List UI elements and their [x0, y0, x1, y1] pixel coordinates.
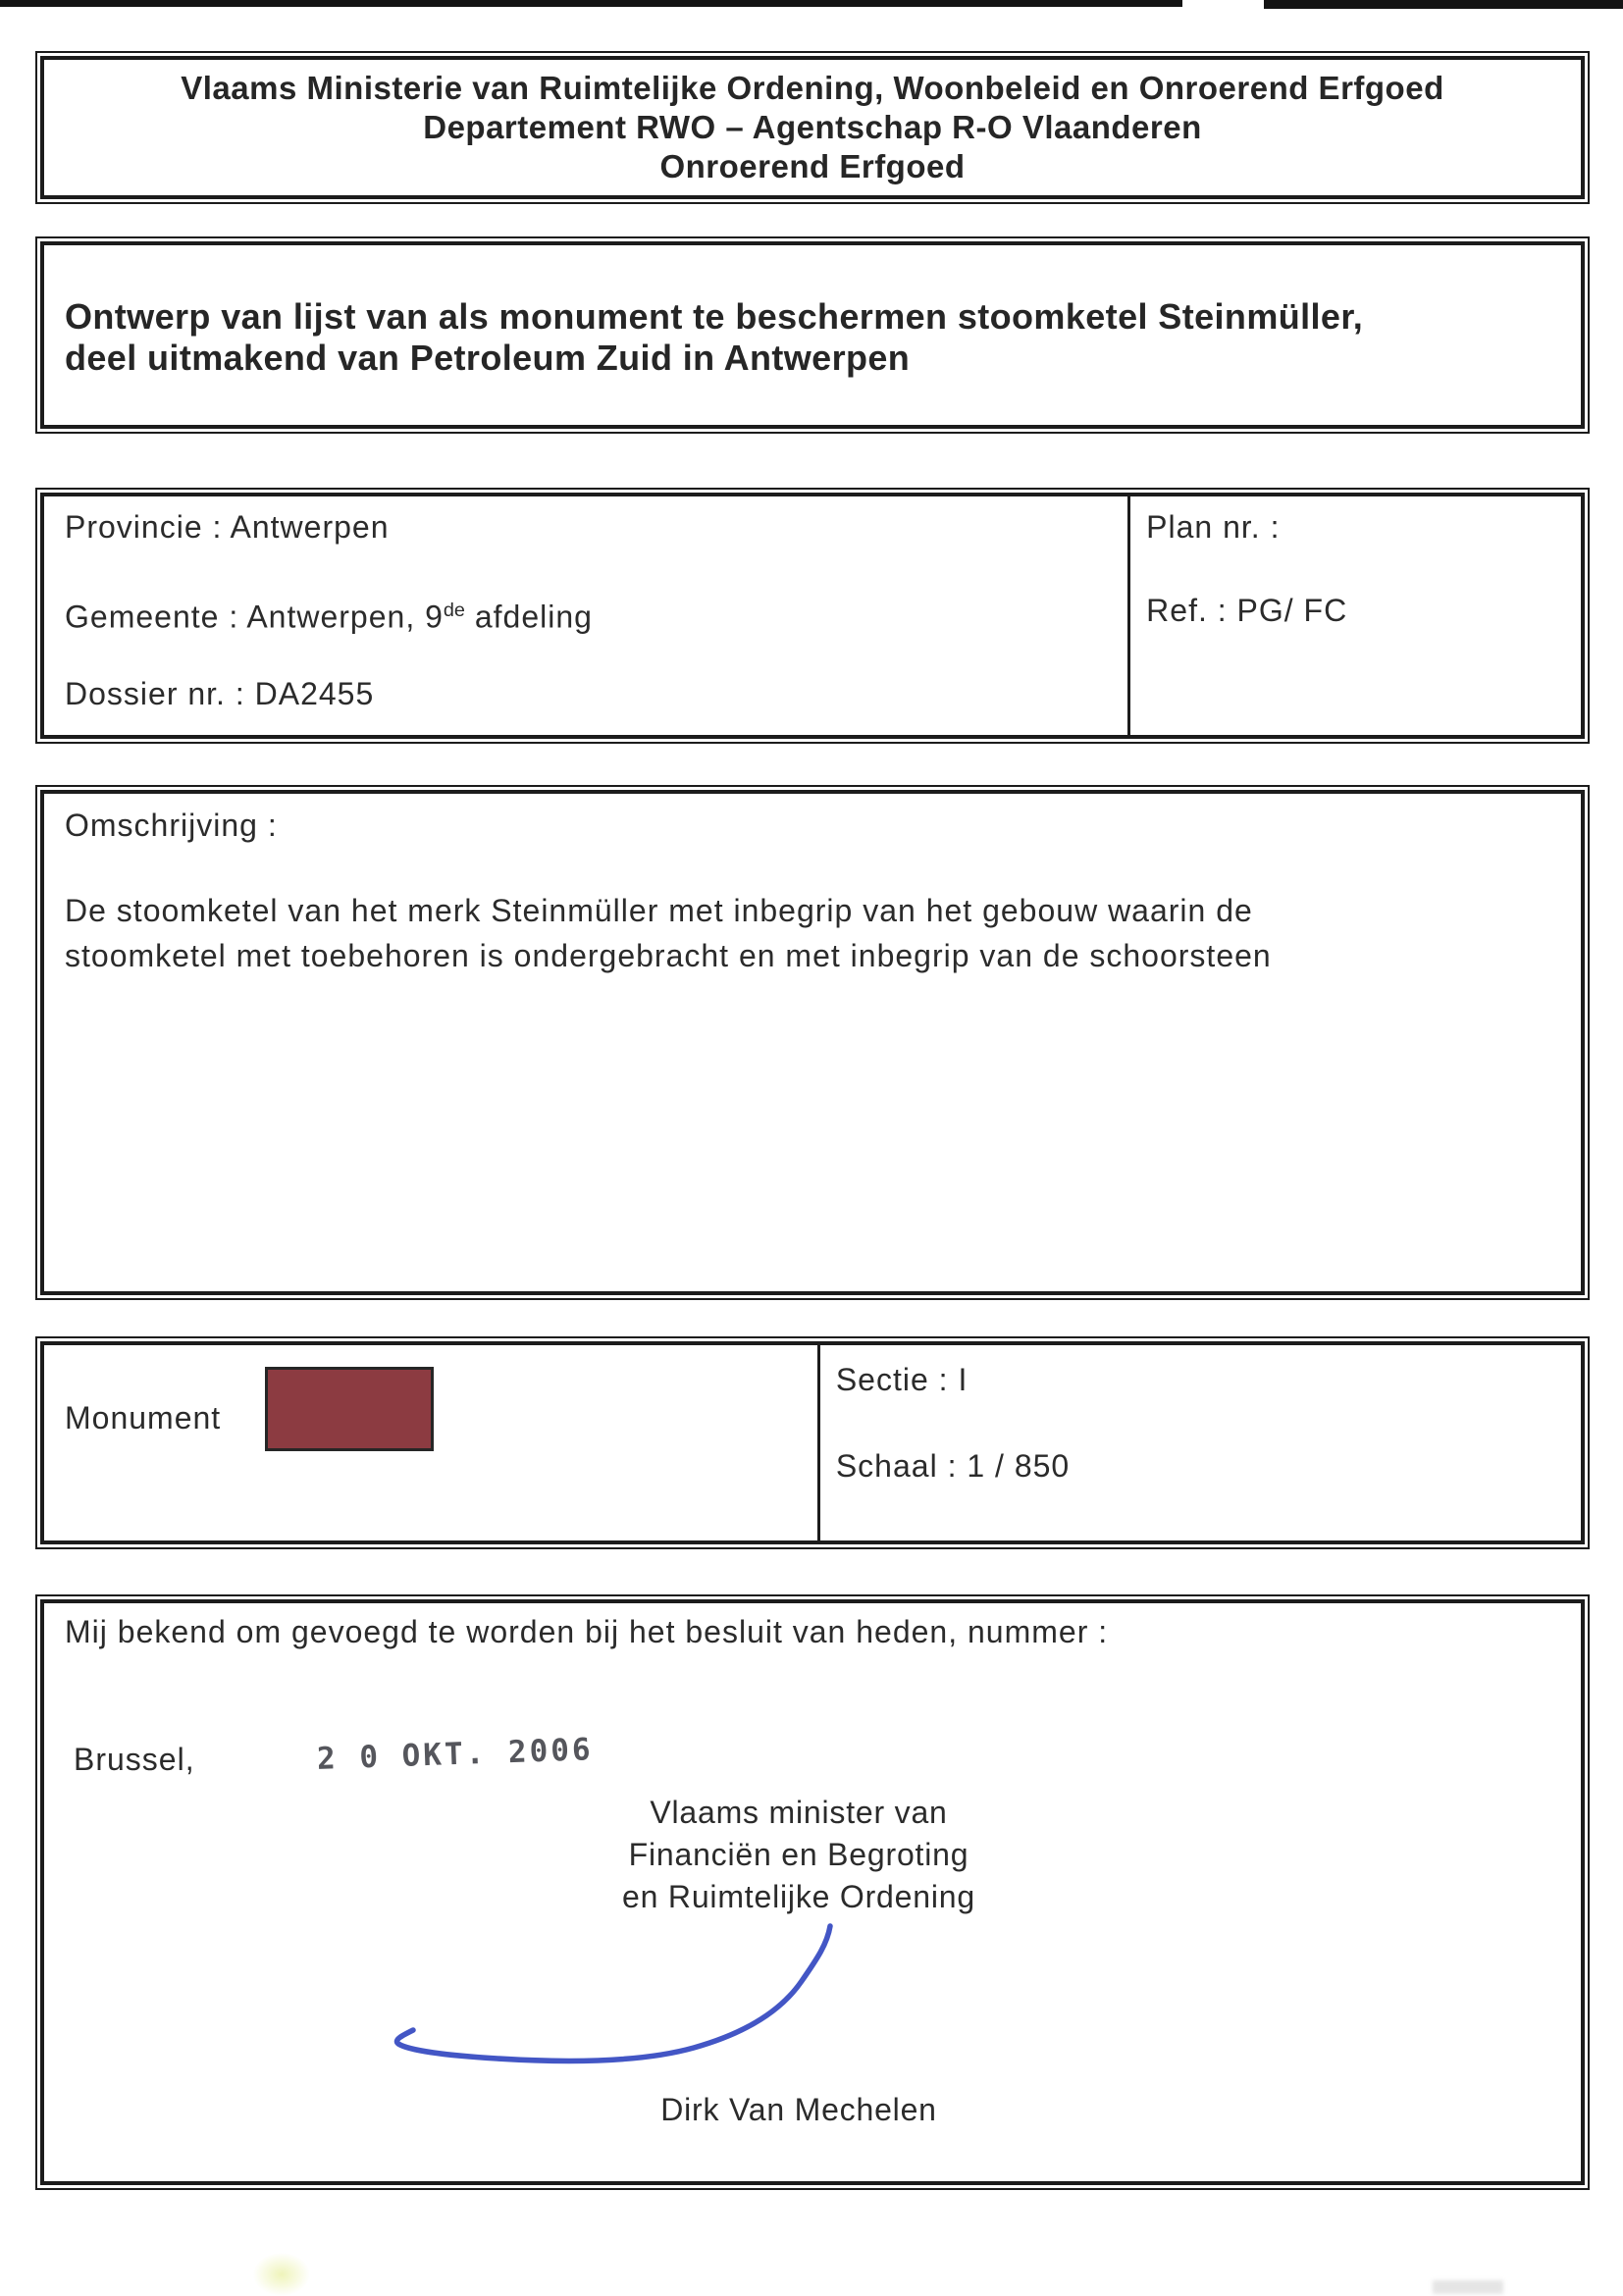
- city-label: Brussel,: [74, 1742, 195, 1777]
- approval-intro: Mij bekend om gevoegd te worden bij het besluit van heden, nummer :: [65, 1614, 1109, 1649]
- scale-field: Schaal : 1 / 850: [835, 1448, 1071, 1484]
- municipality-field: [65, 593, 593, 635]
- municipality-text: Gemeente : Antwerpen, 9: [65, 599, 444, 635]
- agency-line: Onroerend Erfgoed: [659, 148, 966, 184]
- scan-artifact-top-line-left: [0, 0, 1182, 7]
- description-box: [35, 785, 1590, 1300]
- department-line: Departement RWO – Agentschap R-O Vlaanderen: [423, 109, 1202, 145]
- info-box-right-cell: [1130, 496, 1581, 735]
- section-field: Sectie : I: [835, 1362, 969, 1397]
- signature: [388, 1922, 908, 2067]
- signature-stroke: [396, 1926, 830, 2061]
- minister-title-line-3: en Ruimtelijke Ordening: [622, 1879, 975, 1914]
- title-box-inner-border: [40, 241, 1585, 429]
- approval-box: [35, 1594, 1590, 2190]
- description-body-line-2: stoomketel met toebehoren is ondergebracht en met inbegrip van de schoorsteen: [65, 938, 1272, 973]
- header-box-inner-border: [40, 56, 1585, 199]
- description-body: [65, 888, 1272, 978]
- monument-label: Monument: [65, 1400, 222, 1435]
- plan-number-field: Plan nr. :: [1146, 509, 1281, 545]
- municipality-suffix: afdeling: [464, 599, 593, 635]
- legend-box-inner-border: [40, 1341, 1585, 1544]
- legend-box-left-cell: [44, 1345, 820, 1540]
- description-box-inner-border: [40, 790, 1585, 1295]
- municipality-superscript: de: [443, 600, 465, 621]
- minister-title-block: [30, 1792, 1567, 1918]
- info-box-inner-border: [40, 493, 1585, 739]
- dossier-field: Dossier nr. : DA2455: [65, 676, 375, 711]
- approval-box-inner-border: [40, 1599, 1585, 2185]
- info-box-left-cell: [44, 496, 1130, 735]
- info-box: [35, 488, 1590, 744]
- date-stamp: 2 0 OKT. 2006: [316, 1732, 595, 1777]
- minister-title-line-2: Financiën en Begroting: [628, 1837, 969, 1872]
- monument-color-swatch: [265, 1367, 434, 1451]
- document-title-line-2: deel uitmakend van Petroleum Zuid in Antwerpen: [65, 338, 911, 378]
- province-field: Provincie : Antwerpen: [65, 509, 390, 545]
- header-box: [35, 51, 1590, 204]
- scan-artifact-yellow-smudge: [253, 2253, 310, 2296]
- description-body-line-1: De stoomketel van het merk Steinmüller met inbegrip van het gebouw waarin de: [65, 893, 1253, 928]
- minister-title-line-1: Vlaams minister van: [650, 1795, 948, 1830]
- legend-box: [35, 1336, 1590, 1549]
- document-title-line-1: Ontwerp van lijst van als monument te beschermen stoomketel Steinmüller,: [65, 296, 1364, 337]
- legend-box-right-cell: [820, 1345, 1581, 1540]
- signee-name: Dirk Van Mechelen: [660, 2092, 937, 2127]
- reference-field: Ref. : PG/ FC: [1146, 593, 1348, 628]
- scan-artifact-gray-smudge: [1433, 2280, 1503, 2294]
- title-box: [35, 236, 1590, 434]
- description-heading: Omschrijving :: [65, 808, 278, 843]
- scan-artifact-top-line-right: [1264, 0, 1623, 9]
- ministry-name-line: Vlaams Ministerie van Ruimtelijke Ordening, Woonbeleid en Onroerend Erfgoed: [181, 70, 1444, 106]
- document-title: [65, 296, 1363, 379]
